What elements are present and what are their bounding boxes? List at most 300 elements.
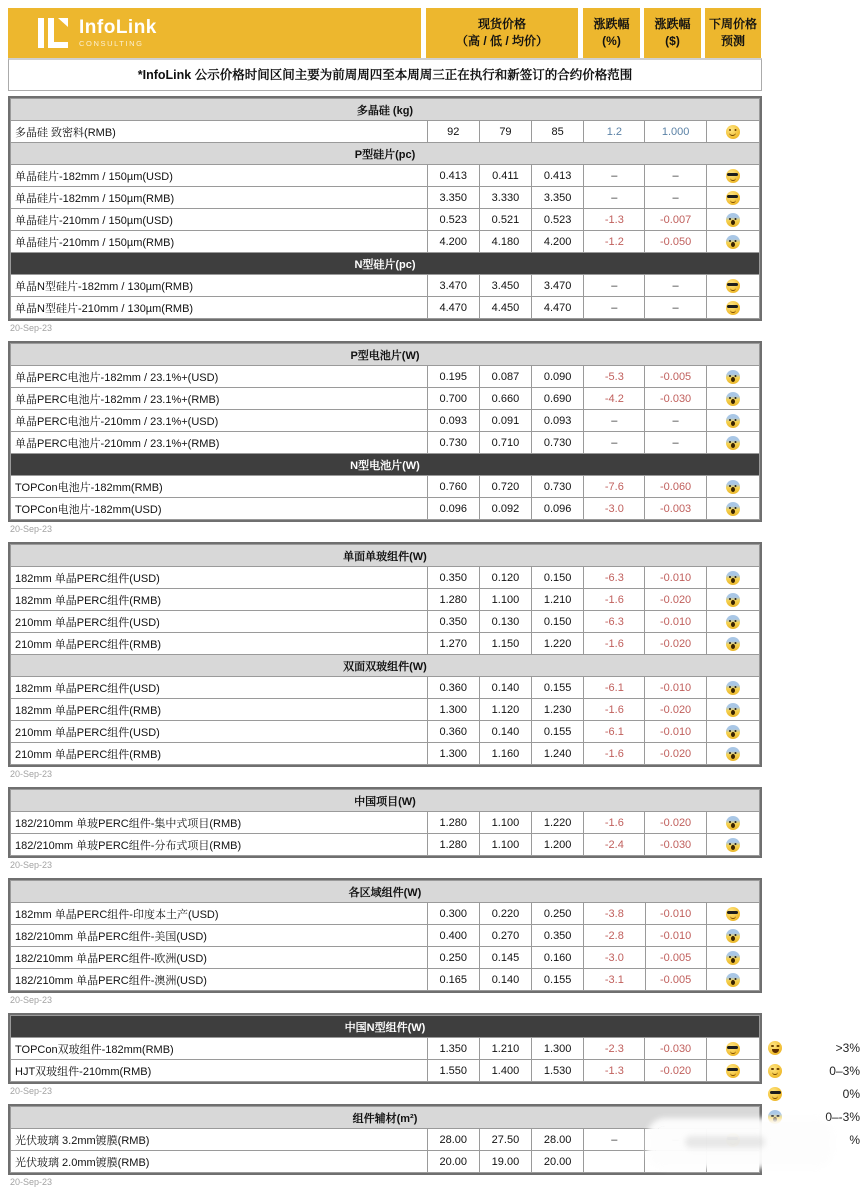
price-high-cell: 1.280 <box>427 589 479 611</box>
product-row <box>11 275 760 297</box>
product-name: 182mm 单晶PERC组件(USD) <box>11 567 428 589</box>
scream-emoji-icon <box>768 1110 782 1124</box>
scream-emoji-icon <box>726 637 740 651</box>
timestamp: 20-Sep-23 <box>10 524 53 534</box>
section-header: N型硅片(pc) <box>11 253 760 275</box>
product-row <box>11 410 760 432</box>
product-row <box>11 366 760 388</box>
price-avg-cell: 0.523 <box>532 209 584 231</box>
change-pct-cell: -3.1 <box>584 969 645 991</box>
product-row <box>11 121 760 143</box>
col-header-spot-price <box>426 8 578 58</box>
change-usd-cell: -0.030 <box>645 388 706 410</box>
price-low-cell: 1.160 <box>479 743 531 765</box>
scream-emoji-icon <box>726 370 740 384</box>
price-avg-cell: 1.530 <box>532 1060 584 1082</box>
change-pct-cell: -6.1 <box>584 721 645 743</box>
scream-emoji-icon <box>726 929 740 943</box>
scream-emoji-icon <box>726 502 740 516</box>
timestamp: 20-Sep-23 <box>10 995 53 1005</box>
price-avg-cell: 4.470 <box>532 297 584 319</box>
product-name: 210mm 单晶PERC组件(USD) <box>11 721 428 743</box>
scream-emoji-icon <box>726 235 740 249</box>
change-pct-cell: -1.3 <box>584 1060 645 1082</box>
price-high-cell: 4.200 <box>427 231 479 253</box>
price-avg-cell: 0.690 <box>532 388 584 410</box>
price-low-cell: 79 <box>479 121 531 143</box>
product-name: 182/210mm 单玻PERC组件-分布式项目(RMB) <box>11 834 428 856</box>
change-usd-cell: -0.020 <box>645 1060 706 1082</box>
brand-logo <box>8 8 421 58</box>
price-low-cell: 0.710 <box>479 432 531 454</box>
change-usd-cell: -0.060 <box>645 476 706 498</box>
product-row <box>11 969 760 991</box>
price-avg-cell: 28.00 <box>532 1129 584 1151</box>
price-high-cell: 0.360 <box>427 677 479 699</box>
forecast-cell <box>706 567 759 589</box>
price-avg-cell: 1.220 <box>532 633 584 655</box>
price-high-cell: 0.700 <box>427 388 479 410</box>
product-row <box>11 721 760 743</box>
product-name: 210mm 单晶PERC组件(RMB) <box>11 743 428 765</box>
smile-emoji-icon <box>768 1064 782 1078</box>
product-row <box>11 743 760 765</box>
col-header-change-pct <box>583 8 640 58</box>
change-usd-cell: – <box>645 410 706 432</box>
product-name: 单晶硅片-210mm / 150µm(RMB) <box>11 231 428 253</box>
price-avg-cell: 1.200 <box>532 834 584 856</box>
price-low-cell: 0.140 <box>479 677 531 699</box>
legend-item <box>768 1082 860 1105</box>
timestamp: 20-Sep-23 <box>10 1086 53 1096</box>
forecast-cell <box>706 903 759 925</box>
scream-emoji-icon <box>726 951 740 965</box>
forecast-cell <box>706 1038 759 1060</box>
section-row <box>11 454 760 476</box>
product-name: 单晶硅片-182mm / 150µm(RMB) <box>11 187 428 209</box>
change-usd-cell: -0.010 <box>645 903 706 925</box>
forecast-cell <box>706 611 759 633</box>
spot-price-label: 现货价格 <box>477 16 526 31</box>
price-table <box>10 880 760 991</box>
price-table-group <box>8 787 762 858</box>
forecast-sublabel: 预测 <box>720 34 745 48</box>
product-row <box>11 1151 760 1173</box>
forecast-cell <box>706 498 759 520</box>
price-high-cell: 1.300 <box>427 743 479 765</box>
change-pct-cell: -3.8 <box>584 903 645 925</box>
section-row <box>11 881 760 903</box>
logo-subtext: CONSULTING <box>79 39 144 49</box>
change-usd-cell: -0.010 <box>645 677 706 699</box>
scream-emoji-icon <box>726 747 740 761</box>
price-high-cell: 0.300 <box>427 903 479 925</box>
section-row <box>11 143 760 165</box>
forecast-cell <box>706 388 759 410</box>
price-low-cell: 1.100 <box>479 589 531 611</box>
product-row <box>11 947 760 969</box>
change-pct-cell: – <box>584 432 645 454</box>
section-row <box>11 1107 760 1129</box>
price-avg-cell: 0.093 <box>532 410 584 432</box>
forecast-cell <box>706 410 759 432</box>
change-usd-cell: -0.003 <box>645 498 706 520</box>
forecast-cell <box>706 432 759 454</box>
change-usd-cell: -0.007 <box>645 209 706 231</box>
forecast-cell <box>706 476 759 498</box>
change-usd-cell: -0.020 <box>645 699 706 721</box>
change-usd-cell: – <box>645 165 706 187</box>
change-usd-cell: -0.030 <box>645 1038 706 1060</box>
price-low-cell: 0.411 <box>479 165 531 187</box>
price-high-cell: 0.523 <box>427 209 479 231</box>
price-table-group <box>8 878 762 993</box>
price-low-cell: 0.087 <box>479 366 531 388</box>
price-low-cell: 1.150 <box>479 633 531 655</box>
product-row <box>11 611 760 633</box>
product-row <box>11 498 760 520</box>
price-table-group <box>8 542 762 767</box>
price-table <box>10 98 760 319</box>
forecast-cell <box>706 165 759 187</box>
legend-label: 0–3% <box>829 1063 860 1078</box>
change-pct-cell: -2.8 <box>584 925 645 947</box>
change-pct-cell: -1.6 <box>584 633 645 655</box>
legend-item <box>768 1059 860 1082</box>
price-low-cell: 1.400 <box>479 1060 531 1082</box>
price-low-cell: 19.00 <box>479 1151 531 1173</box>
change-usd-cell: -0.005 <box>645 947 706 969</box>
price-table-group <box>8 1104 762 1175</box>
cool-emoji-icon <box>726 907 740 921</box>
change-pct-cell: – <box>584 187 645 209</box>
change-pct-cell: – <box>584 410 645 432</box>
forecast-cell <box>706 633 759 655</box>
product-name: 182mm 单晶PERC组件(RMB) <box>11 589 428 611</box>
forecast-cell <box>706 677 759 699</box>
price-low-cell: 0.660 <box>479 388 531 410</box>
watermark-blur <box>655 1126 825 1160</box>
price-high-cell: 0.760 <box>427 476 479 498</box>
change-pct-cell: -3.0 <box>584 947 645 969</box>
price-avg-cell: 0.730 <box>532 476 584 498</box>
product-name: 单晶硅片-182mm / 150µm(USD) <box>11 165 428 187</box>
price-avg-cell: 0.150 <box>532 567 584 589</box>
price-low-cell: 0.091 <box>479 410 531 432</box>
change-usd-label: 涨跌幅 <box>654 16 691 31</box>
price-high-cell: 4.470 <box>427 297 479 319</box>
price-avg-cell: 0.155 <box>532 677 584 699</box>
price-avg-cell: 1.230 <box>532 699 584 721</box>
price-low-cell: 0.092 <box>479 498 531 520</box>
col-header-forecast <box>705 8 761 58</box>
change-usd-cell: 1.000 <box>645 121 706 143</box>
price-low-cell: 0.120 <box>479 567 531 589</box>
spot-price-sublabel: （高 / 低 / 均价） <box>455 34 548 48</box>
forecast-cell <box>706 297 759 319</box>
change-pct-cell: – <box>584 165 645 187</box>
change-usd-cell: -0.005 <box>645 969 706 991</box>
scream-emoji-icon <box>726 571 740 585</box>
price-avg-cell: 3.350 <box>532 187 584 209</box>
change-pct-cell: -3.0 <box>584 498 645 520</box>
price-high-cell: 20.00 <box>427 1151 479 1173</box>
change-pct-cell: -1.6 <box>584 812 645 834</box>
product-row <box>11 567 760 589</box>
change-usd-cell: -0.020 <box>645 743 706 765</box>
change-pct-cell: -1.6 <box>584 589 645 611</box>
section-row <box>11 655 760 677</box>
price-high-cell: 0.096 <box>427 498 479 520</box>
product-name: 182/210mm 单晶PERC组件-美国(USD) <box>11 925 428 947</box>
price-low-cell: 0.140 <box>479 969 531 991</box>
product-name: 182/210mm 单晶PERC组件-澳洲(USD) <box>11 969 428 991</box>
price-table-group <box>8 96 762 321</box>
scream-emoji-icon <box>726 436 740 450</box>
cool-emoji-icon <box>726 191 740 205</box>
change-usd-unit: ($) <box>665 34 680 48</box>
price-low-cell: 1.210 <box>479 1038 531 1060</box>
smile-emoji-icon <box>726 125 740 139</box>
forecast-label: 下周价格 <box>708 16 757 31</box>
price-high-cell: 0.195 <box>427 366 479 388</box>
price-high-cell: 0.730 <box>427 432 479 454</box>
price-low-cell: 0.130 <box>479 611 531 633</box>
section-row <box>11 790 760 812</box>
cool-emoji-icon <box>726 1042 740 1056</box>
price-high-cell: 3.350 <box>427 187 479 209</box>
cool-emoji-icon <box>768 1087 782 1101</box>
price-avg-cell: 0.160 <box>532 947 584 969</box>
product-row <box>11 1129 760 1151</box>
forecast-cell <box>706 187 759 209</box>
change-pct-cell: -1.6 <box>584 699 645 721</box>
product-name: 182mm 单晶PERC组件(RMB) <box>11 699 428 721</box>
section-header: N型电池片(W) <box>11 454 760 476</box>
price-high-cell: 92 <box>427 121 479 143</box>
section-header: P型硅片(pc) <box>11 143 760 165</box>
change-pct-unit: (%) <box>602 34 621 48</box>
product-name: 光伏玻璃 2.0mm镀膜(RMB) <box>11 1151 428 1173</box>
forecast-cell <box>706 589 759 611</box>
price-high-cell: 0.165 <box>427 969 479 991</box>
change-pct-cell: -6.3 <box>584 611 645 633</box>
price-high-cell: 1.280 <box>427 834 479 856</box>
price-low-cell: 0.140 <box>479 721 531 743</box>
product-name: 单晶硅片-210mm / 150µm(USD) <box>11 209 428 231</box>
price-high-cell: 0.360 <box>427 721 479 743</box>
forecast-cell <box>706 209 759 231</box>
product-name: 光伏玻璃 3.2mm镀膜(RMB) <box>11 1129 428 1151</box>
timestamp: 20-Sep-23 <box>10 1177 53 1187</box>
price-avg-cell: 20.00 <box>532 1151 584 1173</box>
product-row <box>11 834 760 856</box>
price-low-cell: 0.220 <box>479 903 531 925</box>
price-table <box>10 544 760 765</box>
scream-emoji-icon <box>726 816 740 830</box>
price-table <box>10 1106 760 1173</box>
change-pct-cell: – <box>584 275 645 297</box>
price-low-cell: 0.145 <box>479 947 531 969</box>
product-name: 单晶N型硅片-210mm / 130µm(RMB) <box>11 297 428 319</box>
price-avg-cell: 0.150 <box>532 611 584 633</box>
product-row <box>11 589 760 611</box>
legend-label: 0–-3% <box>825 1109 860 1124</box>
price-avg-cell: 85 <box>532 121 584 143</box>
timestamp: 20-Sep-23 <box>10 860 53 870</box>
product-name: 182/210mm 单玻PERC组件-集中式项目(RMB) <box>11 812 428 834</box>
price-low-cell: 27.50 <box>479 1129 531 1151</box>
scream-emoji-icon <box>726 593 740 607</box>
change-usd-cell: -0.020 <box>645 589 706 611</box>
scream-emoji-icon <box>726 414 740 428</box>
price-avg-cell: 0.413 <box>532 165 584 187</box>
product-name: TOPCon电池片-182mm(RMB) <box>11 476 428 498</box>
change-pct-cell: -6.1 <box>584 677 645 699</box>
price-table <box>10 789 760 856</box>
product-row <box>11 699 760 721</box>
scream-emoji-icon <box>726 615 740 629</box>
col-header-change-usd <box>644 8 701 58</box>
forecast-cell <box>706 834 759 856</box>
product-row <box>11 925 760 947</box>
price-note: *InfoLink 公示价格时间区间主要为前周周四至本周周三正在执行和新签订的合约价格范围 <box>8 58 762 91</box>
product-row <box>11 388 760 410</box>
scream-emoji-icon <box>726 703 740 717</box>
section-header: 单面单玻组件(W) <box>11 545 760 567</box>
price-high-cell: 0.350 <box>427 611 479 633</box>
price-high-cell: 0.413 <box>427 165 479 187</box>
price-low-cell: 3.450 <box>479 275 531 297</box>
change-usd-cell: -0.010 <box>645 925 706 947</box>
price-table <box>10 343 760 520</box>
legend-item <box>768 1036 860 1059</box>
change-pct-cell: -5.3 <box>584 366 645 388</box>
cool-emoji-icon <box>726 1064 740 1078</box>
price-avg-cell: 0.155 <box>532 721 584 743</box>
forecast-cell <box>706 969 759 991</box>
change-pct-cell: -1.2 <box>584 231 645 253</box>
change-usd-cell: -0.010 <box>645 567 706 589</box>
price-low-cell: 4.180 <box>479 231 531 253</box>
forecast-cell <box>706 721 759 743</box>
section-header: 中国N型组件(W) <box>11 1016 760 1038</box>
product-name: 单晶PERC电池片-210mm / 23.1%+(RMB) <box>11 432 428 454</box>
price-high-cell: 1.550 <box>427 1060 479 1082</box>
price-avg-cell: 0.250 <box>532 903 584 925</box>
change-pct-cell: -2.3 <box>584 1038 645 1060</box>
price-avg-cell: 1.300 <box>532 1038 584 1060</box>
scream-emoji-icon <box>726 213 740 227</box>
change-usd-cell: -0.030 <box>645 834 706 856</box>
change-pct-cell: -2.4 <box>584 834 645 856</box>
price-avg-cell: 1.240 <box>532 743 584 765</box>
price-low-cell: 0.521 <box>479 209 531 231</box>
price-report-page <box>8 8 762 1195</box>
product-name: HJT双玻组件-210mm(RMB) <box>11 1060 428 1082</box>
section-header: 多晶硅 (kg) <box>11 99 760 121</box>
change-usd-cell: -0.010 <box>645 611 706 633</box>
section-row <box>11 99 760 121</box>
logo-text: InfoLink <box>79 17 157 39</box>
scream-emoji-icon <box>726 681 740 695</box>
change-usd-cell: – <box>645 275 706 297</box>
forecast-cell <box>706 1060 759 1082</box>
product-name: TOPCon电池片-182mm(USD) <box>11 498 428 520</box>
product-row <box>11 432 760 454</box>
change-pct-cell: -7.6 <box>584 476 645 498</box>
price-table <box>10 1015 760 1082</box>
price-low-cell: 0.720 <box>479 476 531 498</box>
grin-emoji-icon <box>768 1041 782 1055</box>
price-high-cell: 28.00 <box>427 1129 479 1151</box>
price-high-cell: 0.350 <box>427 567 479 589</box>
legend-label: 0% <box>842 1086 860 1101</box>
change-usd-cell: – <box>645 297 706 319</box>
forecast-cell <box>706 699 759 721</box>
product-name: 单晶N型硅片-182mm / 130µm(RMB) <box>11 275 428 297</box>
section-header: P型电池片(W) <box>11 344 760 366</box>
scream-emoji-icon <box>726 480 740 494</box>
section-header: 中国项目(W) <box>11 790 760 812</box>
price-avg-cell: 0.155 <box>532 969 584 991</box>
product-row <box>11 812 760 834</box>
price-high-cell: 0.400 <box>427 925 479 947</box>
product-name: 单晶PERC电池片-182mm / 23.1%+(RMB) <box>11 388 428 410</box>
change-usd-cell: -0.050 <box>645 231 706 253</box>
forecast-cell <box>706 743 759 765</box>
section-row <box>11 344 760 366</box>
change-pct-cell <box>584 1151 645 1173</box>
change-pct-cell: – <box>584 1129 645 1151</box>
product-name: 210mm 单晶PERC组件(USD) <box>11 611 428 633</box>
change-usd-cell: -0.005 <box>645 366 706 388</box>
product-row <box>11 903 760 925</box>
scream-emoji-icon <box>726 973 740 987</box>
forecast-cell <box>706 121 759 143</box>
price-avg-cell: 0.090 <box>532 366 584 388</box>
product-name: TOPCon双玻组件-182mm(RMB) <box>11 1038 428 1060</box>
change-pct-cell: -1.3 <box>584 209 645 231</box>
forecast-cell <box>706 812 759 834</box>
section-row <box>11 253 760 275</box>
change-pct-cell: -4.2 <box>584 388 645 410</box>
cool-emoji-icon <box>726 279 740 293</box>
header-banner <box>8 8 762 58</box>
price-avg-cell: 1.210 <box>532 589 584 611</box>
cool-emoji-icon <box>726 301 740 315</box>
scream-emoji-icon <box>726 838 740 852</box>
price-high-cell: 3.470 <box>427 275 479 297</box>
price-high-cell: 0.093 <box>427 410 479 432</box>
change-usd-cell: – <box>645 187 706 209</box>
change-usd-cell: -0.020 <box>645 633 706 655</box>
change-usd-cell: – <box>645 432 706 454</box>
product-row <box>11 231 760 253</box>
scream-emoji-icon <box>726 392 740 406</box>
price-low-cell: 3.330 <box>479 187 531 209</box>
section-row <box>11 545 760 567</box>
product-row <box>11 677 760 699</box>
forecast-cell <box>706 925 759 947</box>
price-high-cell: 1.270 <box>427 633 479 655</box>
price-low-cell: 4.450 <box>479 297 531 319</box>
change-pct-cell: – <box>584 297 645 319</box>
product-name: 单晶PERC电池片-210mm / 23.1%+(USD) <box>11 410 428 432</box>
product-row <box>11 297 760 319</box>
price-table-group <box>8 1013 762 1084</box>
price-avg-cell: 0.730 <box>532 432 584 454</box>
